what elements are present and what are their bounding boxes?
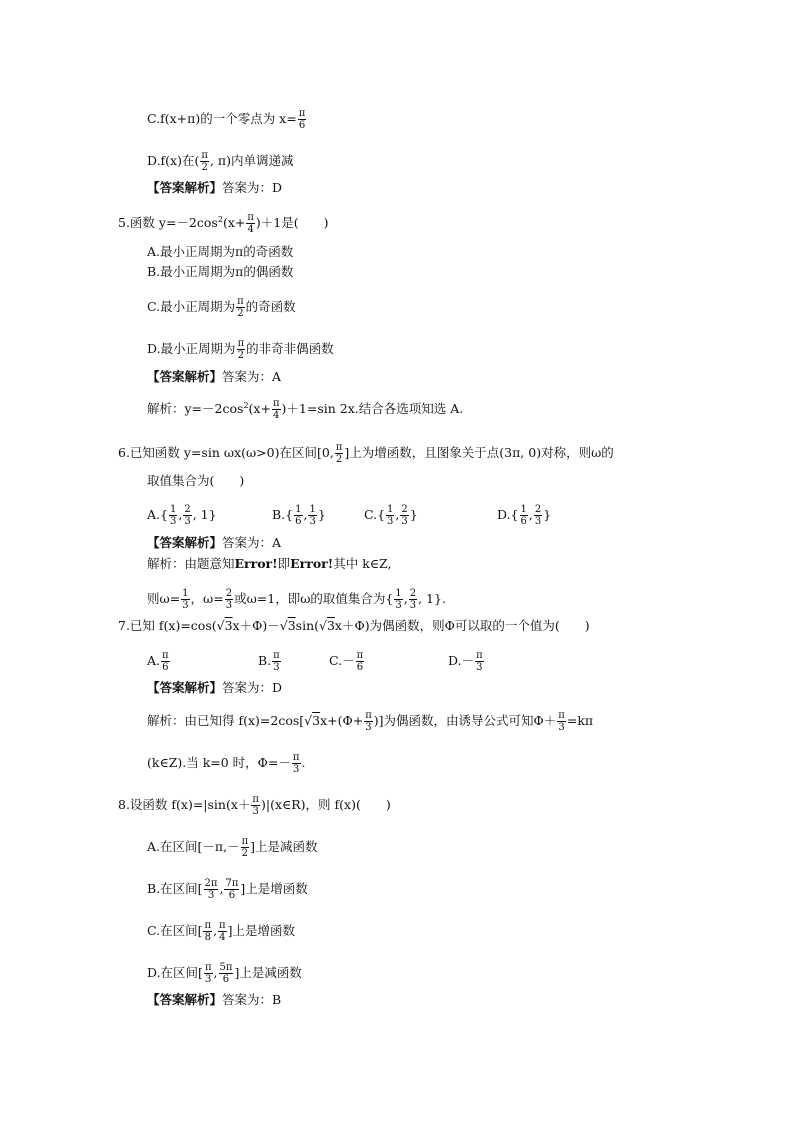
answer-line-4: 【答案解析】答案为：D — [147, 180, 283, 195]
answer-line-7: 【答案解析】答案为：D — [147, 680, 283, 695]
question-8: 8.设函数 f(x)=|sin(x＋ $\frac{\pi}{3}$ )|(x∈R)，则 f(x)( ) — [118, 794, 391, 817]
solution-6-line-2: 则ω= $\frac{1}{3}$ ，ω= $\frac{2}{3}$ 或ω=1，即ω的取值集合为{ $\frac{1}{3}$ , $\frac{2}{3}$ , 1}. — [147, 588, 446, 611]
fraction: $\frac{\pi}{2}$ — [241, 836, 249, 859]
answer-tag: 【答案解析】 — [147, 180, 223, 195]
solution-7-line-1: 解析：由已知得 f(x)=2cos[√3x+(Φ+ $\frac{\pi}{3}$ )]为偶函数，由诱导公式可知Φ＋ $\frac{\pi}{3}$ =kπ — [147, 710, 594, 733]
question-5: 5.函数 $y=-2\cos^2(x+$ $\frac{\pi}{4}$ )＋1是( ) — [118, 212, 329, 235]
q7-option-b: B. $\frac{\pi}{3}$ — [258, 650, 280, 673]
solution-7-line-2: (k∈Z).当 k=0 时，Φ=－ $\frac{\pi}{3}$ . — [147, 752, 306, 775]
answer-line-6: 【答案解析】答案为：A — [147, 535, 282, 550]
fraction: $\frac{2}{3}$ — [401, 504, 408, 527]
fraction: $\frac{1}{3}$ — [395, 588, 402, 611]
q4-option-c: C.f(x+π)的一个零点为 x= $\frac{\pi}{6}$ — [147, 108, 306, 131]
q5-option-b: B.最小正周期为π的偶函数 — [147, 264, 294, 279]
fraction: $\frac{\pi}{2}$ — [237, 338, 245, 361]
q7-option-d: D.－ $\frac{\pi}{3}$ — [448, 650, 483, 673]
fraction: $\frac{\pi}{3}$ — [365, 710, 372, 733]
fraction: $\frac{1}{3}$ — [182, 588, 189, 611]
fraction: $\frac{\pi}{4}$ — [272, 398, 280, 421]
fraction: $\frac{2\pi}{3}$ — [204, 878, 218, 901]
fraction: $\frac{\pi}{4}$ — [247, 212, 254, 235]
fraction: $\frac{\pi}{8}$ — [204, 920, 212, 943]
q8-option-a: A.在区间[－π,－ $\frac{\pi}{2}$ ]上是减函数 — [147, 836, 318, 859]
fraction: $\frac{1}{6}$ — [520, 504, 527, 527]
answer-line-8: 【答案解析】答案为：B — [147, 992, 282, 1007]
solution-6-line-1: 解析：由题意知Error!即Error!其中 k∈Z, — [147, 556, 392, 571]
fraction: $\frac{\pi}{3}$ — [476, 650, 483, 673]
q7-option-c: C.－ $\frac{\pi}{6}$ — [329, 650, 364, 673]
fraction: $\frac{\pi}{2}$ — [237, 296, 244, 319]
fraction: $\frac{\pi}{2}$ — [335, 442, 343, 465]
fraction: $\frac{\pi}{3}$ — [252, 794, 259, 817]
fraction: $\frac{\pi}{2}$ — [201, 150, 208, 173]
fraction: $\frac{2}{3}$ — [184, 504, 191, 527]
q4-option-d: D.f(x)在( $\frac{\pi}{2}$ , π)内单调递减 — [147, 150, 294, 173]
q5-option-d: D.最小正周期为 $\frac{\pi}{2}$ 的非奇非偶函数 — [147, 338, 334, 361]
fraction: $\frac{5\pi}{6}$ — [219, 962, 233, 985]
q8-option-b: B.在区间[ $\frac{2\pi}{3}$ , $\frac{7\pi}{6}$ ]上是增函数 — [147, 878, 308, 901]
q6-option-b: B.{ $\frac{1}{6}$ , $\frac{1}{3}$ } — [272, 504, 326, 527]
fraction: $\frac{7\pi}{6}$ — [225, 878, 239, 901]
solution-5: 解析：$y=-2\cos^2(x+$ $\frac{\pi}{4}$ )＋1=sin 2x.结合各选项知选 A. — [147, 398, 464, 421]
fraction: $\frac{\pi}{3}$ — [292, 752, 300, 775]
q8-option-c: C.在区间[ $\frac{\pi}{8}$ , $\frac{\pi}{4}$ ]上是增函数 — [147, 920, 296, 943]
q7-option-a: A. $\frac{\pi}{6}$ — [147, 650, 169, 673]
question-7: 7.已知 f(x)=cos(√3x＋Φ)－√3sin(√3x＋Φ)为偶函数，则Φ可以取的一个值为( ) — [118, 618, 590, 633]
fraction: $\frac{2}{3}$ — [534, 504, 542, 527]
q8-option-d: D.在区间[ $\frac{\pi}{3}$ , $\frac{5\pi}{6}$ ]上是减函数 — [147, 962, 302, 985]
answer-line-5: 【答案解析】答案为：A — [147, 369, 282, 384]
question-6: 6.已知函数 y=sin ωx(ω>0)在区间[0, $\frac{\pi}{2}$ ]上为增函数，且图象关于点(3π, 0)对称，则ω的 — [118, 442, 614, 465]
fraction: $\frac{\pi}{6}$ — [162, 650, 169, 673]
fraction: $\frac{\pi}{3}$ — [273, 650, 280, 673]
fraction: $\frac{1}{3}$ — [387, 504, 394, 527]
fraction: $\frac{2}{3}$ — [409, 588, 417, 611]
q6-option-a: A.{ $\frac{1}{3}$ , $\frac{2}{3}$ , 1} — [147, 504, 217, 527]
fraction: $\frac{\pi}{3}$ — [204, 962, 212, 985]
fraction: $\frac{\pi}{4}$ — [219, 920, 226, 943]
q6-option-c: C.{ $\frac{1}{3}$ , $\frac{2}{3}$ } — [364, 504, 418, 527]
fraction: $\frac{\pi}{6}$ — [356, 650, 364, 673]
fraction: $\frac{1}{6}$ — [295, 504, 302, 527]
fraction: $\frac{\pi}{6}$ — [298, 108, 306, 131]
fraction: $\frac{\pi}{3}$ — [558, 710, 565, 733]
fraction: $\frac{1}{3}$ — [169, 504, 177, 527]
q5-option-c: C.最小正周期为 $\frac{\pi}{2}$ 的奇函数 — [147, 296, 296, 319]
q6-option-d: D.{ $\frac{1}{6}$ , $\frac{2}{3}$ } — [497, 504, 552, 527]
fraction: $\frac{1}{3}$ — [309, 504, 316, 527]
question-6-line-2: 取值集合为( ) — [147, 473, 245, 488]
fraction: $\frac{2}{3}$ — [225, 588, 233, 611]
q5-option-a: A.最小正周期为π的奇函数 — [147, 244, 294, 259]
